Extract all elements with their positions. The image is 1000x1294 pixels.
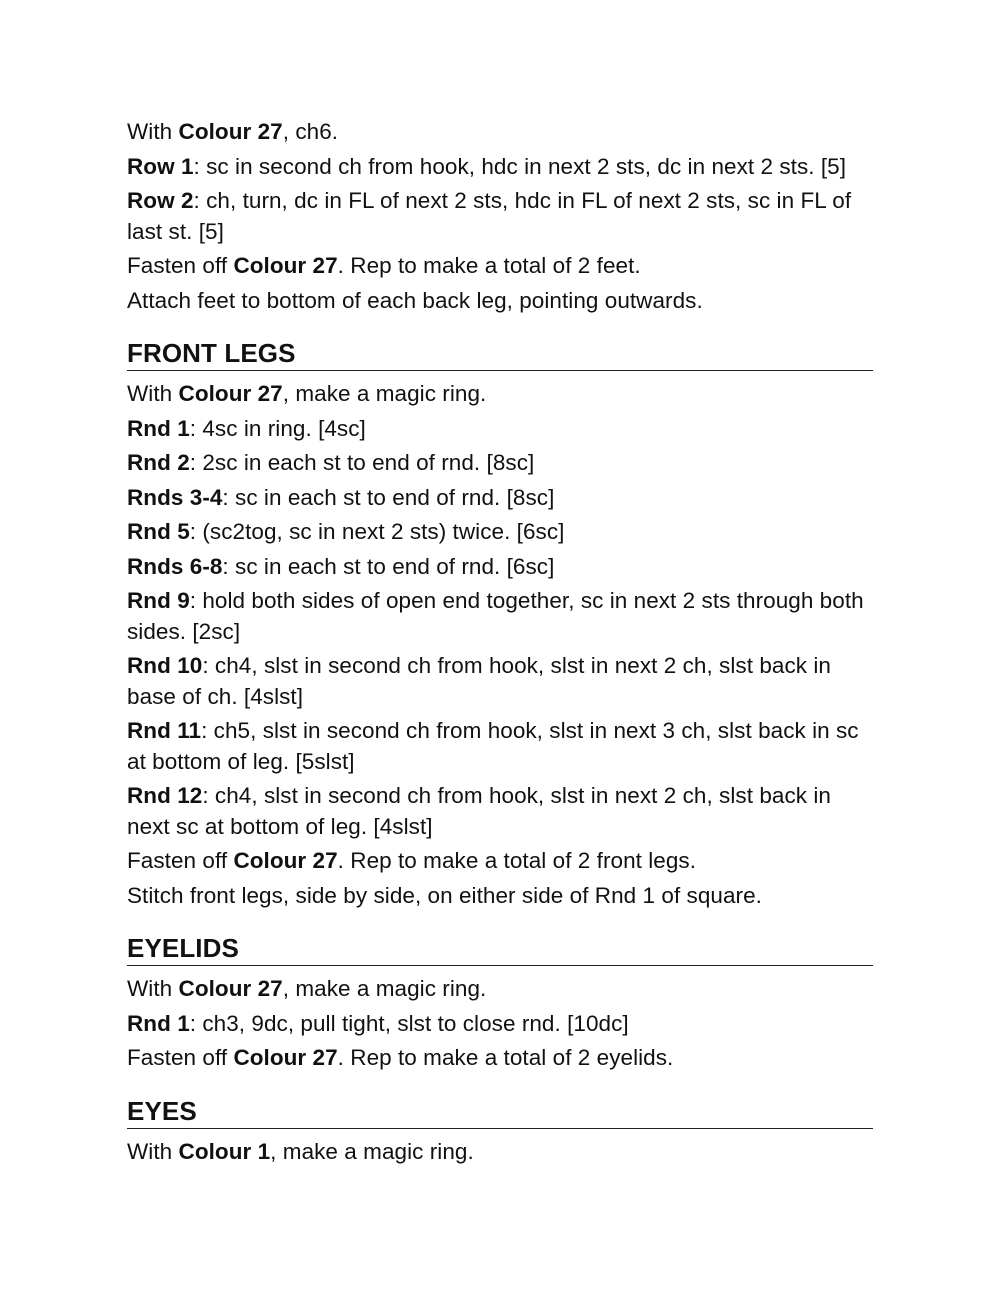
instruction-text: : sc in each st to end of rnd. [6sc] bbox=[222, 553, 555, 579]
instruction-text: . Rep to make a total of 2 feet. bbox=[337, 253, 641, 278]
bold-term: Colour 27 bbox=[233, 848, 338, 873]
bold-term: Rnd 12 bbox=[127, 783, 203, 808]
instruction-line bbox=[127, 379, 873, 410]
instruction-text: With bbox=[127, 1138, 179, 1164]
instruction-text: Fasten off bbox=[127, 1045, 234, 1070]
bold-term: Colour 27 bbox=[233, 253, 338, 278]
section-heading: EYELIDS bbox=[127, 933, 873, 966]
bold-term: Rnd 1 bbox=[127, 1010, 190, 1036]
instruction-text: , make a magic ring. bbox=[282, 381, 487, 406]
section-feet bbox=[127, 117, 873, 316]
bold-term: Rnd 1 bbox=[127, 415, 190, 441]
instruction-line bbox=[127, 881, 873, 912]
instruction-line bbox=[127, 1009, 873, 1040]
bold-term: Colour 1 bbox=[178, 1138, 271, 1164]
instruction-text: Attach feet to bottom of each back leg, pointing outwards. bbox=[127, 287, 703, 313]
instruction-line bbox=[127, 286, 873, 317]
instruction-line bbox=[127, 846, 873, 877]
instruction-text: . Rep to make a total of 2 eyelids. bbox=[337, 1045, 674, 1070]
instruction-text: : hold both sides of open end together, sc in next 2 sts through both sides. [2sc] bbox=[127, 588, 864, 644]
instruction-line bbox=[127, 152, 873, 183]
bold-term: Row 2 bbox=[127, 188, 194, 213]
instruction-text: With bbox=[127, 976, 179, 1001]
instruction-text: : ch3, 9dc, pull tight, slst to close rnd. [10dc] bbox=[189, 1010, 629, 1036]
instruction-text: With bbox=[127, 381, 179, 406]
instruction-line bbox=[127, 186, 873, 247]
bold-term: Rnd 10 bbox=[127, 653, 203, 678]
instruction-text: : ch4, slst in second ch from hook, slst in next 2 ch, slst back in next sc at bottom of leg. [4slst] bbox=[127, 783, 831, 839]
instruction-text: , make a magic ring. bbox=[282, 976, 487, 1001]
bold-term: Rnd 9 bbox=[127, 588, 190, 613]
bold-term: Colour 27 bbox=[178, 976, 283, 1001]
instruction-text: : 4sc in ring. [4sc] bbox=[189, 415, 366, 441]
instruction-text: . Rep to make a total of 2 front legs. bbox=[337, 848, 697, 873]
instruction-text: : (sc2tog, sc in next 2 sts) twice. [6sc] bbox=[189, 519, 565, 544]
instruction-line bbox=[127, 586, 873, 647]
instruction-line bbox=[127, 974, 873, 1005]
instruction-text: : ch, turn, dc in FL of next 2 sts, hdc in FL of next 2 sts, sc in FL of last st. [5] bbox=[127, 188, 852, 244]
instruction-line bbox=[127, 781, 873, 842]
instruction-text: With bbox=[127, 119, 179, 144]
bold-term: Colour 27 bbox=[178, 381, 283, 406]
bold-term: Colour 27 bbox=[178, 119, 283, 144]
section-heading: EYES bbox=[127, 1096, 873, 1129]
pattern-page bbox=[127, 117, 873, 1171]
instruction-text: : sc in each st to end of rnd. [8sc] bbox=[222, 484, 555, 510]
instruction-text: Fasten off bbox=[127, 253, 234, 278]
instruction-line bbox=[127, 483, 873, 514]
bold-term: Rnds 3-4 bbox=[127, 484, 223, 510]
instruction-line bbox=[127, 448, 873, 479]
instruction-line bbox=[127, 251, 873, 282]
bold-term: Rnd 11 bbox=[127, 718, 202, 743]
instruction-text: Stitch front legs, side by side, on either side of Rnd 1 of square. bbox=[127, 882, 762, 908]
instruction-text: : ch5, slst in second ch from hook, slst in next 3 ch, slst back in sc at bottom of leg. [5slst] bbox=[127, 718, 859, 774]
instruction-line bbox=[127, 552, 873, 583]
instruction-text: : 2sc in each st to end of rnd. [8sc] bbox=[189, 450, 535, 475]
bold-term: Colour 27 bbox=[233, 1045, 338, 1070]
instruction-text: Fasten off bbox=[127, 848, 234, 873]
instruction-line bbox=[127, 517, 873, 548]
instruction-line bbox=[127, 414, 873, 445]
section-heading: FRONT LEGS bbox=[127, 338, 873, 371]
section-front-legs bbox=[127, 338, 873, 911]
bold-term: Rnd 5 bbox=[127, 519, 190, 544]
bold-term: Rnd 2 bbox=[127, 450, 190, 475]
section-eyes bbox=[127, 1096, 873, 1168]
instruction-text: : ch4, slst in second ch from hook, slst in next 2 ch, slst back in base of ch. [4slst] bbox=[127, 653, 831, 709]
instruction-line bbox=[127, 117, 873, 148]
section-eyelids bbox=[127, 933, 873, 1074]
instruction-text: , ch6. bbox=[282, 119, 339, 144]
bold-term: Rnds 6-8 bbox=[127, 553, 223, 579]
instruction-line bbox=[127, 716, 873, 777]
instruction-line bbox=[127, 1137, 873, 1168]
instruction-text: : sc in second ch from hook, hdc in next 2 sts, dc in next 2 sts. [5] bbox=[193, 153, 847, 179]
bold-term: Row 1 bbox=[127, 153, 194, 179]
instruction-line bbox=[127, 1043, 873, 1074]
instruction-line bbox=[127, 651, 873, 712]
instruction-text: , make a magic ring. bbox=[270, 1138, 474, 1164]
